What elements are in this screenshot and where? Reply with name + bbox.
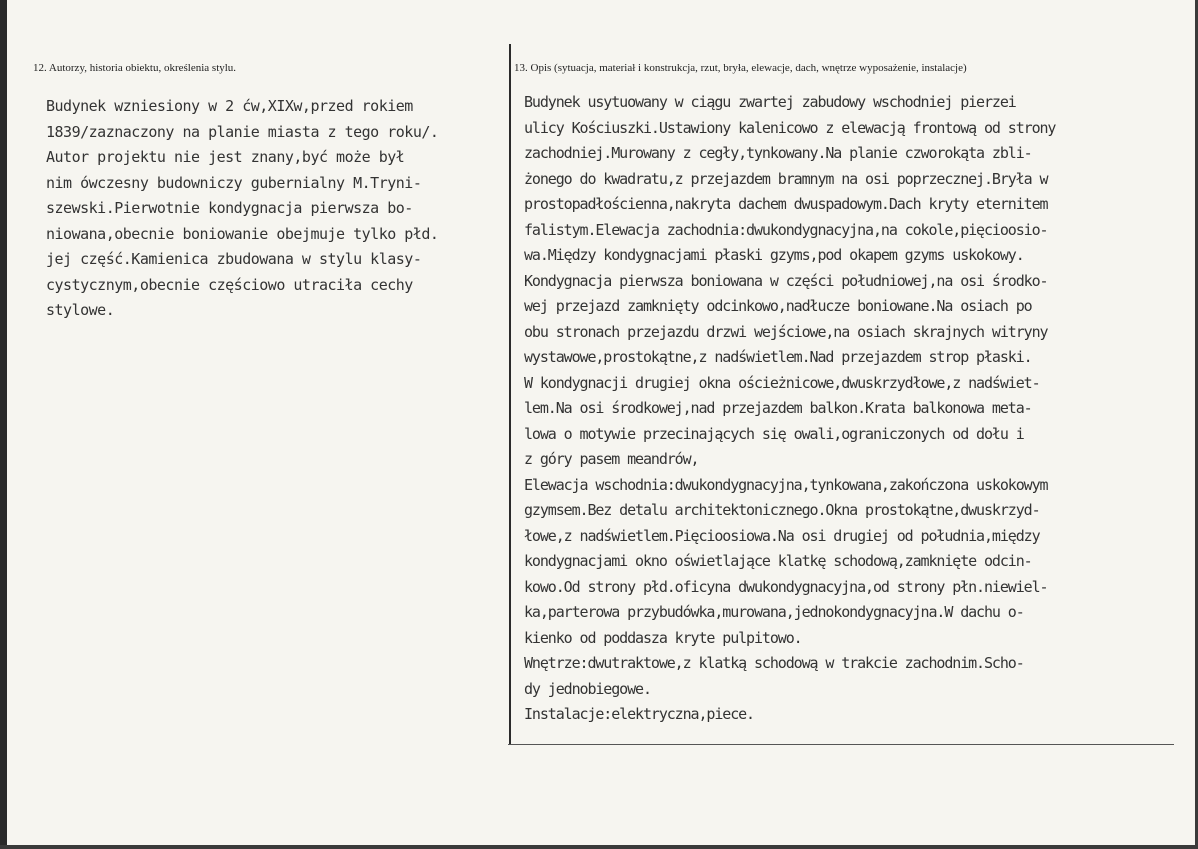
history-text: Budynek wzniesiony w 2 ćw,XIXw,przed rokiem 1839/zaznaczony na planie miasta z tego roku/. Autor projektu nie jest znany,być może był nim ówczesny budowniczy gubernialny M.Tryni- szewski.Pierwotnie kondygnacja pierwsza bo- niowana,obecnie boniowanie obejmuje tylko płd. jej część.Kamienica zbudowana w stylu klasy- cystycznym,obecnie częściowo utraciła cechy stylowe.: [46, 97, 439, 319]
section-12-heading: 12. Autorzy, historia obiektu, określenia stylu.: [33, 62, 237, 74]
column-divider: [509, 44, 511, 744]
section-13-heading: 13. Opis (sytuacja, materiał i konstrukcja, rzut, bryła, elewacje, dach, wnętrze wyposażenie, instalacje): [514, 62, 967, 74]
section-bottom-line: [508, 744, 1174, 745]
description-text: Budynek usytuowany w ciągu zwartej zabudowy wschodniej pierzei ulicy Kościuszki.Ustawiony kalenicowo z elewacją frontową od strony zachodniej.Murowany z cegły,tynkowany.Na planie czworokąta zbli- żonego do kwadratu,z przejazdem bramnym na osi poprzecznej.Bryła w prostopadłościenna,nakryta dachem dwuspadowym.Dach kryty eternitem falistym.Elewacja zachodnia:dwukondygnacyjna,na cokole,pięcioosio- wa.Między kondygnacjami płaski gzyms,pod okapem gzyms uskokowy. Kondygnacja pierwsza boniowana w części południowej,na osi środko- wej przejazd zamknięty odcinkowo,nadłucze boniowane.Na osiach po obu stronach przejazdu drzwi wejściowe,na osiach skrajnych witryny wystawowe,prostokątne,z nadświetlem.Nad przejazdem strop płaski. W kondygnacji drugiej okna ościeżnicowe,dwuskrzydłowe,z nadświet- lem.Na osi środkowej,nad przejazdem balkon.Krata balkonowa meta- lowa o motywie przecinających się owali,ograniczonych od dołu i z góry pasem meandrów, Elewacja wschodnia:dwukondygnacyjna,tynkowana,zakończona uskokowym gzymsem.Bez detalu architektonicznego.Okna prostokątne,dwuskrzyd- łowe,z nadświetlem.Pięcioosiowa.Na osi drugiej od południa,między kondygnacjami okno oświetlające klatkę schodową,zamknięte odcin- kowo.Od strony płd.oficyna dwukondygnacyjna,od strony płn.niewiel- ka,parterowa przybudówka,murowana,jednokondygnacyjna.W dachu o- kienko od poddasza kryte pulpitowo. Wnętrze:dwutraktowe,z klatką schodową w trakcie zachodnim.Scho- dy jednobiegowe. Instalacje:elektryczna,piece.: [524, 93, 1056, 723]
scan-edge-left: [0, 0, 7, 849]
scan-edge-bottom: [0, 845, 1198, 849]
